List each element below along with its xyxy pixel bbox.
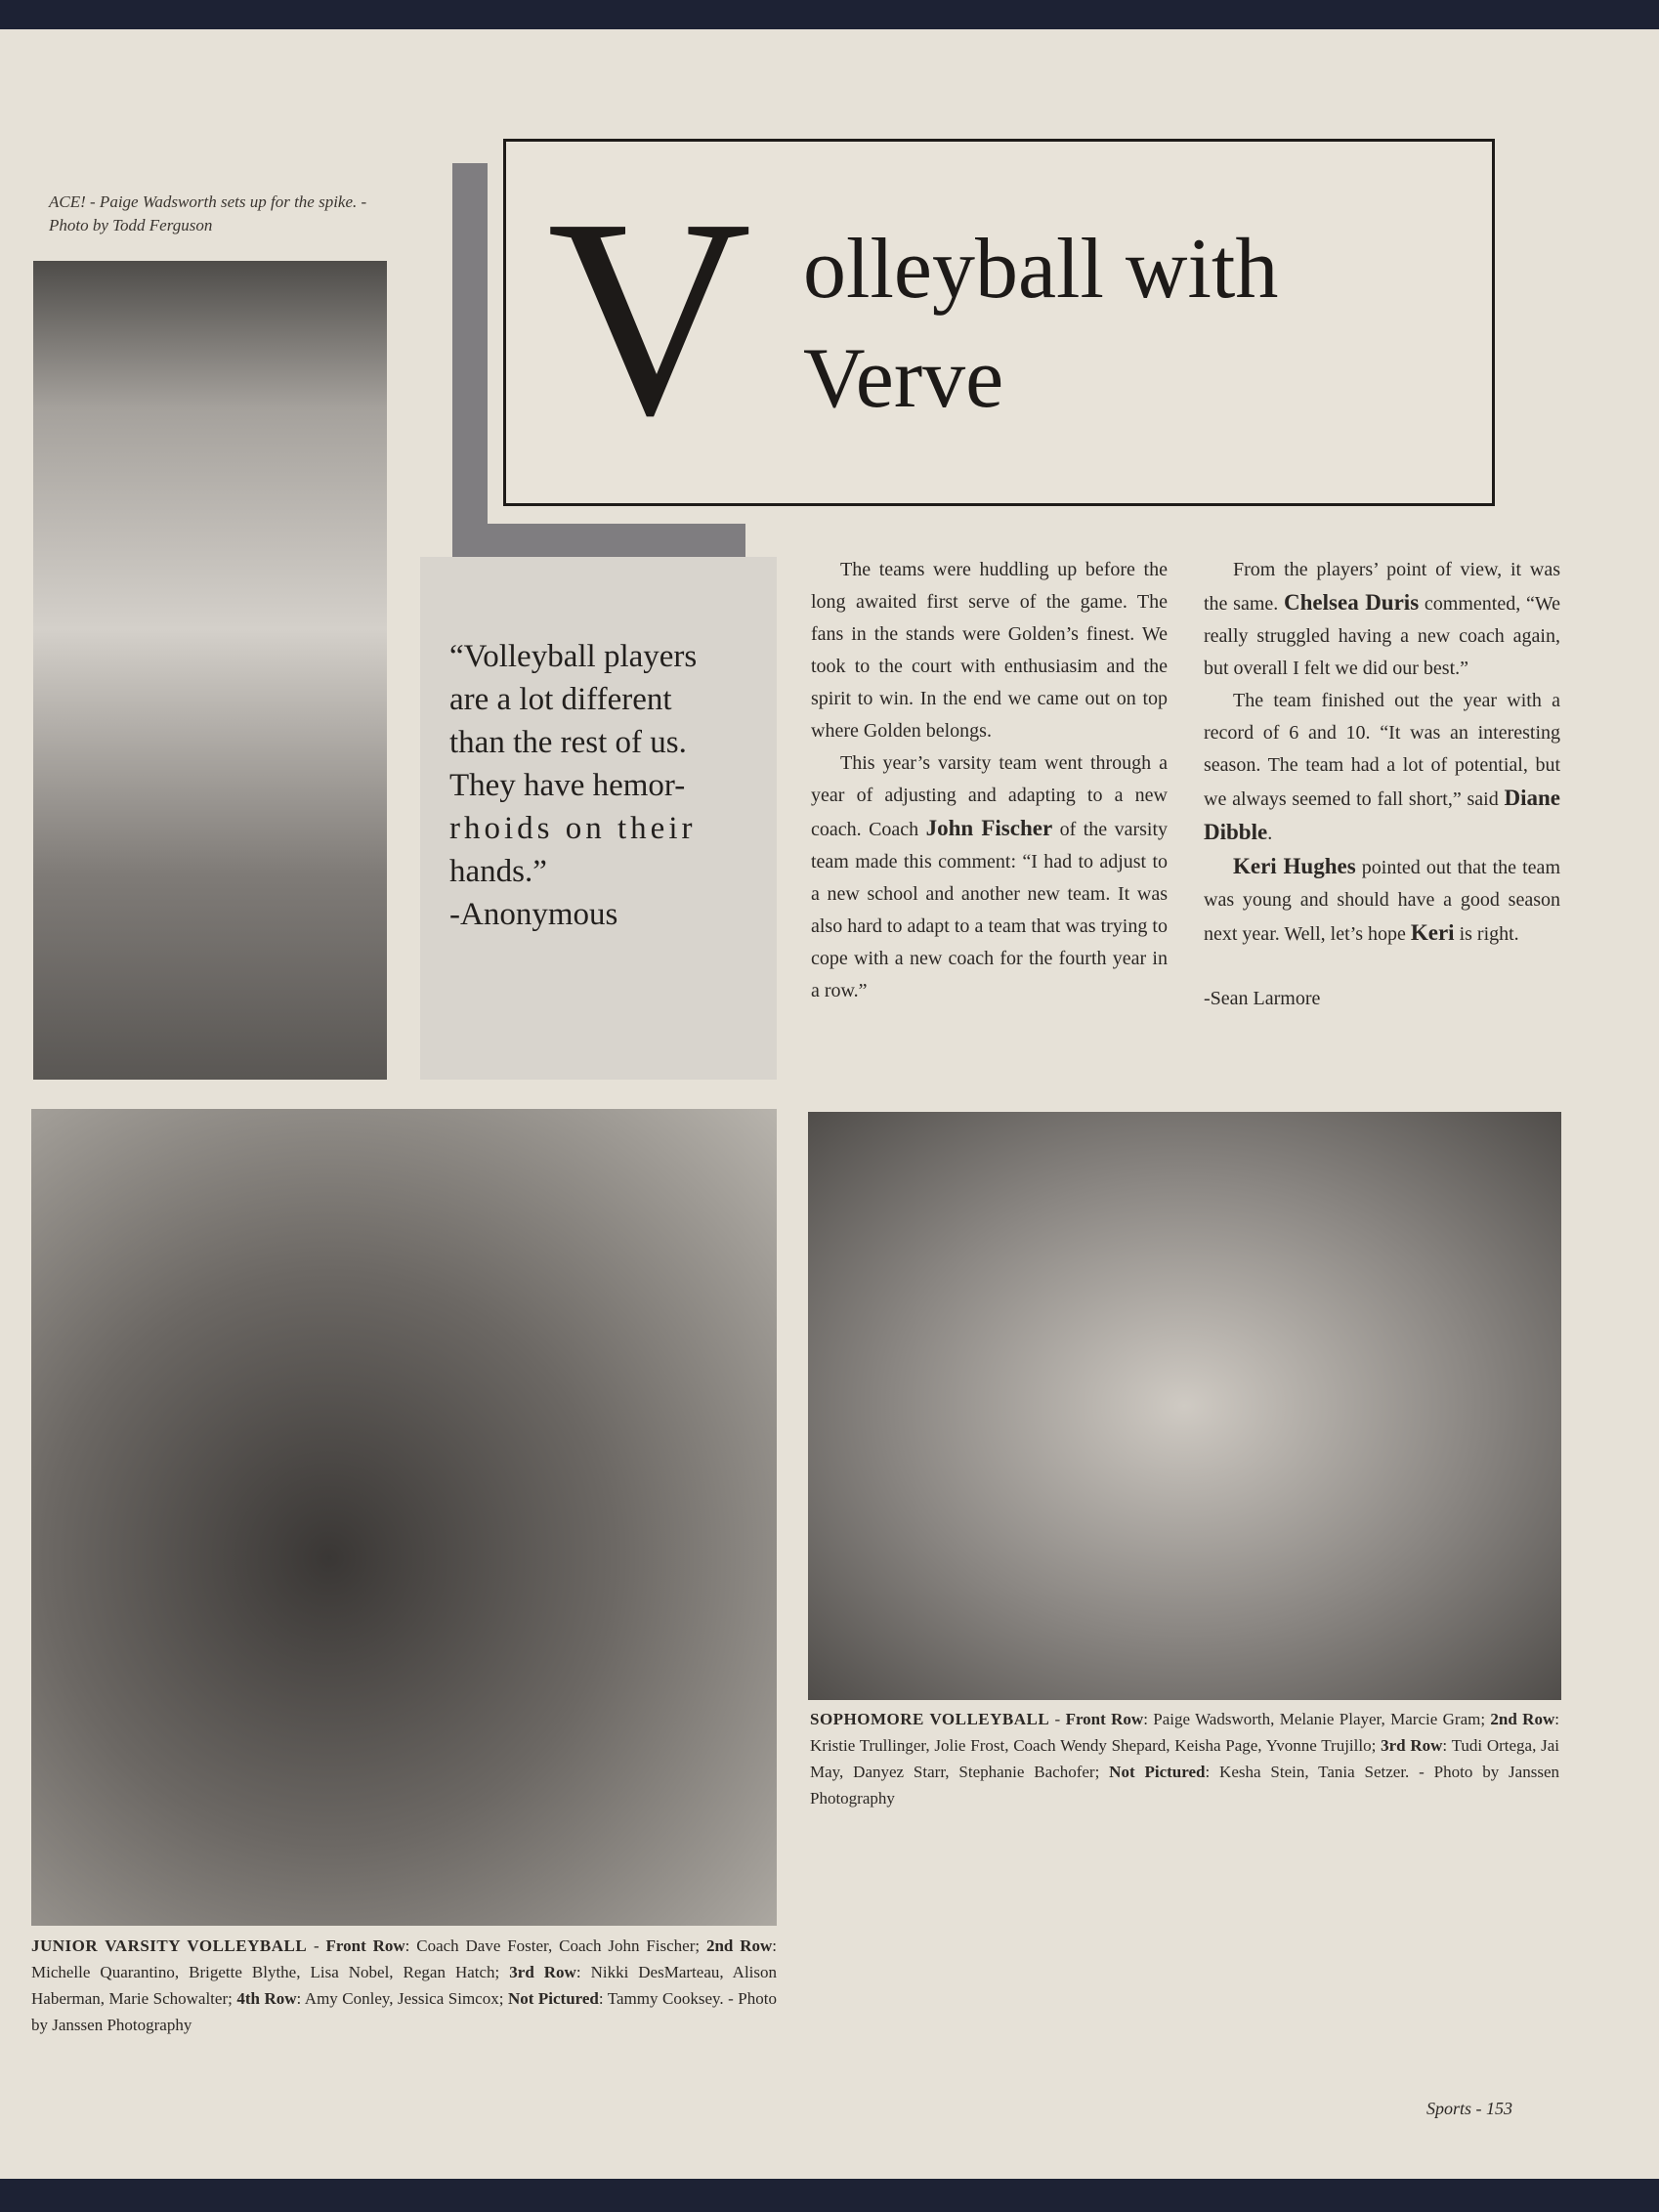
article-paragraph — [1204, 685, 1560, 850]
caption-label: Front Row — [325, 1936, 405, 1955]
caption-text: : Tudi Ortega, Jai May, Danyez Starr, Stephanie Bachofer; — [810, 1736, 1559, 1781]
caption-text: : Kesha Stein, Tania Setzer. - Photo by Janssen Photography — [810, 1763, 1559, 1808]
article-paragraph: The teams were huddling up before the long awaited first serve of the game. The fans in the stands were Golden’s finest. We took to the court with enthusiasim and the spirit to win. In the end we came out on top where Golden belongs. — [811, 559, 1168, 742]
spike-action-photo — [33, 261, 387, 1080]
article-text: The team finished out the year with a record of 6 and 10. “It was an interesting season. The team had a lot of potential, but we always seemed to fall short,” said — [1204, 690, 1560, 810]
decorative-bar-vertical — [452, 163, 488, 557]
caption-label: Front Row — [1065, 1710, 1144, 1728]
caption-text: - — [307, 1936, 326, 1955]
caption-text: : Nikki DesMarteau, Alison Haberman, Marie Schowalter; — [31, 1963, 778, 2008]
quote-line: rhoids on their — [449, 811, 697, 846]
caption-text: : Coach Dave Foster, Coach John Fischer; — [404, 1936, 706, 1955]
caption-text: : Amy Conley, Jessica Simcox; — [296, 1989, 508, 2008]
person-name: Chelsea Duris — [1284, 590, 1420, 615]
quote-line: than the rest of us. — [449, 725, 687, 760]
person-name: Keri — [1410, 920, 1455, 945]
quote-line: are a lot different — [449, 682, 672, 717]
article-paragraph — [811, 747, 1168, 1007]
person-name: John Fischer — [925, 816, 1053, 840]
jv-team-photo — [31, 1109, 777, 1926]
caption-text: : Kristie Trullinger, Jolie Frost, Coach Wendy Shepard, Keisha Page, Yvonne Trujillo; — [810, 1710, 1559, 1755]
sophomore-team-photo — [808, 1112, 1561, 1700]
article-column-2 — [1204, 554, 1560, 1015]
decorative-bar-horizontal — [452, 524, 745, 557]
quote-line: hands.” — [449, 854, 547, 889]
ace-photo-caption: ACE! - Paige Wadsworth sets up for the spike. - Photo by Todd Ferguson — [49, 192, 367, 234]
person-name: Keri Hughes — [1233, 854, 1356, 878]
sophomore-photo-caption — [810, 1706, 1559, 1811]
quote-line: They have hemor- — [449, 768, 686, 803]
article-text: pointed out that the team was young and should have a good season next year. Well, let’s hope — [1204, 857, 1560, 945]
article-text: From the players’ point of view, it was the same. — [1204, 559, 1560, 615]
article-paragraph — [1204, 554, 1560, 685]
caption-label: 3rd Row — [509, 1963, 576, 1981]
pull-quote — [449, 635, 747, 936]
caption-text: - — [1049, 1710, 1066, 1728]
quote-line: “Volleyball players — [449, 639, 698, 674]
article-text: This year’s varsity team went through a year of adjusting and adapting to a new coach. Coach — [811, 752, 1168, 840]
byline: -Sean Larmore — [1204, 988, 1321, 1009]
caption-label: 3rd Row — [1381, 1736, 1443, 1755]
person-name: Diane Dibble — [1204, 786, 1560, 844]
article-text: of the varsity team made this comment: “I had to adjust to a new school and another new team. It was also hard to adapt to a team that was trying to cope with a new coach for the fourth year in a row.” — [811, 819, 1168, 1001]
article-text: . — [1267, 823, 1273, 844]
quote-attribution: -Anonymous — [449, 897, 618, 932]
jv-photo-caption — [31, 1933, 777, 2038]
caption-heading: SOPHOMORE VOLLEYBALL — [810, 1710, 1050, 1728]
caption-text: : Tammy Cooksey. - Photo by Janssen Photography — [31, 1989, 777, 2034]
caption-label: 4th Row — [236, 1989, 297, 2008]
page-number: Sports - 153 — [1426, 2099, 1513, 2118]
article-column-1 — [811, 554, 1168, 1007]
caption-label: Not Pictured — [1109, 1763, 1206, 1781]
caption-label: 2nd Row — [705, 1936, 773, 1955]
caption-text: : Michelle Quarantino, Brigette Blythe, Lisa Nobel, Regan Hatch; — [31, 1936, 778, 1981]
page-title: olleyball with Verve — [803, 222, 1279, 426]
title-drop-cap: V — [547, 160, 752, 474]
article-text: is right. — [1454, 923, 1519, 945]
caption-label: Not Pictured — [507, 1989, 599, 2008]
article-text: commented, “We really struggled having a new coach again, but overall I felt we did our best.” — [1204, 593, 1560, 679]
article-paragraph — [1204, 850, 1560, 951]
caption-heading: JUNIOR VARSITY VOLLEYBALL — [31, 1936, 308, 1955]
caption-text: : Paige Wadsworth, Melanie Player, Marcie Gram; — [1143, 1710, 1491, 1728]
caption-label: 2nd Row — [1490, 1710, 1555, 1728]
